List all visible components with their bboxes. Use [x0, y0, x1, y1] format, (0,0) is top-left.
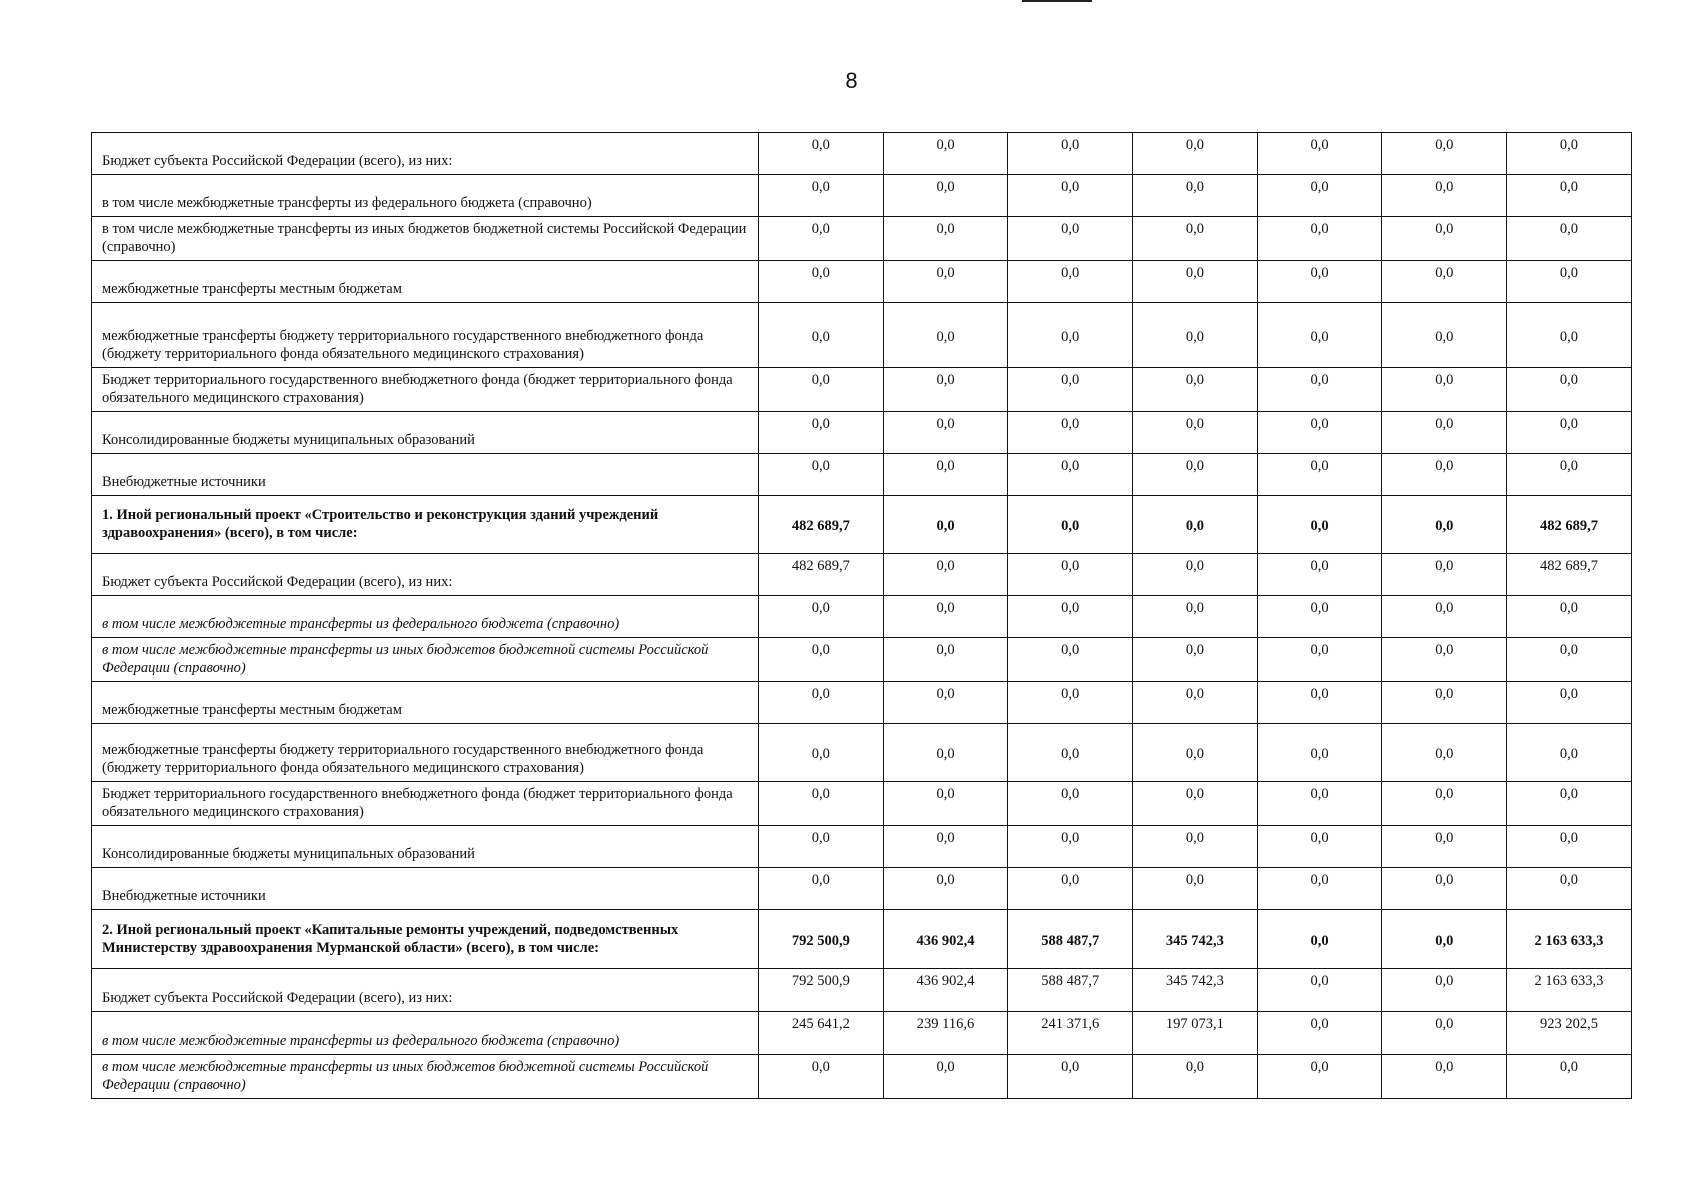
value-cell: 0,0	[883, 133, 1008, 175]
value-cell: 0,0	[1382, 303, 1507, 368]
value-cell: 0,0	[1257, 368, 1382, 412]
value-cell: 0,0	[1133, 175, 1258, 217]
value-cell: 0,0	[1257, 969, 1382, 1012]
value-cell: 0,0	[883, 175, 1008, 217]
row-label: 1. Иной региональный проект «Строительство и реконструкция зданий учреждений здравоохранения» (всего), в том числе:	[92, 496, 759, 554]
value-cell: 0,0	[1008, 682, 1133, 724]
value-cell: 0,0	[883, 724, 1008, 782]
table-row	[92, 496, 1632, 554]
value-cell: 239 116,6	[883, 1012, 1008, 1055]
value-cell: 0,0	[759, 368, 884, 412]
row-label: межбюджетные трансферты бюджету территориального государственного внебюджетного фонда (бюджету территориального фонда обязательного медицинского страхования)	[92, 303, 759, 368]
value-cell: 0,0	[1008, 826, 1133, 868]
value-cell: 0,0	[1257, 868, 1382, 910]
value-cell: 245 641,2	[759, 1012, 884, 1055]
value-cell: 0,0	[1382, 682, 1507, 724]
table-row	[92, 261, 1632, 303]
value-cell: 482 689,7	[1507, 496, 1632, 554]
value-cell: 0,0	[1257, 454, 1382, 496]
value-cell: 0,0	[759, 596, 884, 638]
value-cell: 0,0	[759, 1055, 884, 1099]
value-cell: 0,0	[759, 682, 884, 724]
table-row	[92, 910, 1632, 969]
value-cell: 0,0	[1133, 682, 1258, 724]
value-cell: 0,0	[1133, 554, 1258, 596]
row-label: Бюджет субъекта Российской Федерации (всего), из них:	[92, 554, 759, 596]
value-cell: 0,0	[1382, 217, 1507, 261]
value-cell: 0,0	[883, 261, 1008, 303]
value-cell: 241 371,6	[1008, 1012, 1133, 1055]
row-label: Бюджет территориального государственного внебюджетного фонда (бюджет территориального фонда обязательного медицинского страхования)	[92, 782, 759, 826]
value-cell: 0,0	[1257, 826, 1382, 868]
value-cell: 2 163 633,3	[1507, 969, 1632, 1012]
row-label: Бюджет субъекта Российской Федерации (всего), из них:	[92, 133, 759, 175]
value-cell: 588 487,7	[1008, 910, 1133, 969]
value-cell: 0,0	[759, 261, 884, 303]
value-cell: 0,0	[759, 303, 884, 368]
value-cell: 0,0	[1133, 826, 1258, 868]
table-row	[92, 412, 1632, 454]
row-label: в том числе межбюджетные трансферты из федерального бюджета (справочно)	[92, 596, 759, 638]
value-cell: 482 689,7	[1507, 554, 1632, 596]
value-cell: 0,0	[1507, 782, 1632, 826]
value-cell: 0,0	[1257, 175, 1382, 217]
value-cell: 0,0	[883, 412, 1008, 454]
value-cell: 0,0	[1507, 175, 1632, 217]
value-cell: 0,0	[1382, 826, 1507, 868]
value-cell: 0,0	[1257, 1055, 1382, 1099]
row-label: межбюджетные трансферты местным бюджетам	[92, 682, 759, 724]
budget-table	[91, 132, 1632, 1099]
value-cell: 0,0	[1507, 682, 1632, 724]
value-cell: 345 742,3	[1133, 969, 1258, 1012]
value-cell: 0,0	[1382, 596, 1507, 638]
value-cell: 0,0	[759, 217, 884, 261]
table-row	[92, 368, 1632, 412]
row-label: 2. Иной региональный проект «Капитальные ремонты учреждений, подведомственных Министерству здравоохранения Мурманской области» (всего), в том числе:	[92, 910, 759, 969]
value-cell: 0,0	[1008, 782, 1133, 826]
value-cell: 0,0	[1507, 1055, 1632, 1099]
value-cell: 0,0	[1382, 1012, 1507, 1055]
table-row	[92, 682, 1632, 724]
value-cell: 0,0	[759, 175, 884, 217]
value-cell: 0,0	[1507, 724, 1632, 782]
value-cell: 0,0	[1008, 217, 1133, 261]
table-row	[92, 217, 1632, 261]
value-cell: 0,0	[1008, 596, 1133, 638]
value-cell: 0,0	[1133, 261, 1258, 303]
value-cell: 0,0	[1257, 724, 1382, 782]
value-cell: 0,0	[1507, 217, 1632, 261]
value-cell: 0,0	[759, 724, 884, 782]
value-cell: 0,0	[1382, 261, 1507, 303]
value-cell: 0,0	[1133, 217, 1258, 261]
value-cell: 0,0	[1382, 638, 1507, 682]
value-cell: 0,0	[1382, 454, 1507, 496]
value-cell: 0,0	[1008, 368, 1133, 412]
table-row	[92, 303, 1632, 368]
value-cell: 0,0	[1133, 1055, 1258, 1099]
value-cell: 0,0	[1133, 303, 1258, 368]
value-cell: 0,0	[1382, 368, 1507, 412]
value-cell: 0,0	[883, 454, 1008, 496]
value-cell: 0,0	[883, 368, 1008, 412]
value-cell: 0,0	[883, 868, 1008, 910]
table-row	[92, 969, 1632, 1012]
value-cell: 0,0	[1008, 638, 1133, 682]
value-cell: 0,0	[1382, 910, 1507, 969]
value-cell: 0,0	[1133, 868, 1258, 910]
value-cell: 0,0	[1257, 596, 1382, 638]
value-cell: 0,0	[1257, 261, 1382, 303]
value-cell: 197 073,1	[1133, 1012, 1258, 1055]
row-label: Бюджет субъекта Российской Федерации (всего), из них:	[92, 969, 759, 1012]
value-cell: 0,0	[1507, 368, 1632, 412]
value-cell: 0,0	[1133, 412, 1258, 454]
row-label: в том числе межбюджетные трансферты из иных бюджетов бюджетной системы Российской Федерации (справочно)	[92, 1055, 759, 1099]
value-cell: 0,0	[883, 303, 1008, 368]
value-cell: 0,0	[1008, 175, 1133, 217]
value-cell: 0,0	[1257, 412, 1382, 454]
table-row	[92, 1055, 1632, 1099]
value-cell: 0,0	[1257, 1012, 1382, 1055]
table-row	[92, 826, 1632, 868]
row-label: межбюджетные трансферты местным бюджетам	[92, 261, 759, 303]
value-cell: 482 689,7	[759, 496, 884, 554]
value-cell: 0,0	[1008, 133, 1133, 175]
row-label: межбюджетные трансферты бюджету территориального государственного внебюджетного фонда (бюджету территориального фонда обязательного медицинского страхования)	[92, 724, 759, 782]
value-cell: 0,0	[883, 217, 1008, 261]
table-row	[92, 454, 1632, 496]
value-cell: 0,0	[1507, 412, 1632, 454]
value-cell: 0,0	[1507, 261, 1632, 303]
table-row	[92, 782, 1632, 826]
value-cell: 0,0	[1133, 596, 1258, 638]
value-cell: 0,0	[1008, 454, 1133, 496]
table-row	[92, 175, 1632, 217]
value-cell: 436 902,4	[883, 910, 1008, 969]
row-label: в том числе межбюджетные трансферты из федерального бюджета (справочно)	[92, 175, 759, 217]
row-label: Бюджет территориального государственного внебюджетного фонда (бюджет территориального фонда обязательного медицинского страхования)	[92, 368, 759, 412]
value-cell: 792 500,9	[759, 969, 884, 1012]
value-cell: 0,0	[883, 826, 1008, 868]
table-row	[92, 638, 1632, 682]
value-cell: 0,0	[1382, 724, 1507, 782]
value-cell: 0,0	[883, 496, 1008, 554]
row-label: в том числе межбюджетные трансферты из иных бюджетов бюджетной системы Российской Федерации (справочно)	[92, 217, 759, 261]
value-cell: 0,0	[1008, 554, 1133, 596]
value-cell: 0,0	[1008, 303, 1133, 368]
value-cell: 2 163 633,3	[1507, 910, 1632, 969]
value-cell: 0,0	[1507, 596, 1632, 638]
value-cell: 0,0	[759, 454, 884, 496]
row-label: Внебюджетные источники	[92, 454, 759, 496]
value-cell: 0,0	[883, 682, 1008, 724]
value-cell: 0,0	[1382, 969, 1507, 1012]
value-cell: 0,0	[1382, 1055, 1507, 1099]
value-cell: 482 689,7	[759, 554, 884, 596]
value-cell: 0,0	[1382, 868, 1507, 910]
value-cell: 792 500,9	[759, 910, 884, 969]
value-cell: 0,0	[759, 868, 884, 910]
value-cell: 0,0	[1257, 217, 1382, 261]
value-cell: 0,0	[1133, 368, 1258, 412]
value-cell: 0,0	[1257, 638, 1382, 682]
row-label: в том числе межбюджетные трансферты из иных бюджетов бюджетной системы Российской Федерации (справочно)	[92, 638, 759, 682]
value-cell: 0,0	[1507, 133, 1632, 175]
value-cell: 588 487,7	[1008, 969, 1133, 1012]
value-cell: 0,0	[1008, 412, 1133, 454]
value-cell: 0,0	[1382, 412, 1507, 454]
value-cell: 0,0	[759, 782, 884, 826]
value-cell: 436 902,4	[883, 969, 1008, 1012]
table-row	[92, 868, 1632, 910]
value-cell: 0,0	[1008, 496, 1133, 554]
value-cell: 0,0	[1507, 638, 1632, 682]
value-cell: 0,0	[1008, 724, 1133, 782]
value-cell: 0,0	[759, 133, 884, 175]
row-label: Внебюджетные источники	[92, 868, 759, 910]
table-row	[92, 554, 1632, 596]
value-cell: 0,0	[1133, 638, 1258, 682]
value-cell: 0,0	[759, 638, 884, 682]
top-edge-mark	[1022, 0, 1092, 2]
value-cell: 0,0	[1507, 868, 1632, 910]
row-label: Консолидированные бюджеты муниципальных образований	[92, 826, 759, 868]
value-cell: 0,0	[883, 554, 1008, 596]
value-cell: 0,0	[1257, 782, 1382, 826]
value-cell: 0,0	[1257, 910, 1382, 969]
value-cell: 0,0	[1382, 782, 1507, 826]
page-number: 8	[845, 68, 858, 93]
value-cell: 0,0	[1133, 496, 1258, 554]
value-cell: 0,0	[883, 782, 1008, 826]
value-cell: 0,0	[1382, 496, 1507, 554]
value-cell: 0,0	[1257, 303, 1382, 368]
value-cell: 0,0	[1133, 782, 1258, 826]
value-cell: 0,0	[1133, 454, 1258, 496]
value-cell: 0,0	[759, 412, 884, 454]
row-label: в том числе межбюджетные трансферты из федерального бюджета (справочно)	[92, 1012, 759, 1055]
value-cell: 0,0	[1008, 261, 1133, 303]
table-row	[92, 133, 1632, 175]
value-cell: 0,0	[759, 826, 884, 868]
value-cell: 345 742,3	[1133, 910, 1258, 969]
value-cell: 0,0	[1257, 682, 1382, 724]
table-row	[92, 596, 1632, 638]
value-cell: 0,0	[1507, 454, 1632, 496]
value-cell: 0,0	[1133, 133, 1258, 175]
value-cell: 0,0	[1257, 133, 1382, 175]
value-cell: 0,0	[1008, 1055, 1133, 1099]
value-cell: 0,0	[1382, 554, 1507, 596]
value-cell: 0,0	[1133, 724, 1258, 782]
value-cell: 0,0	[1507, 303, 1632, 368]
row-label: Консолидированные бюджеты муниципальных образований	[92, 412, 759, 454]
value-cell: 0,0	[883, 1055, 1008, 1099]
value-cell: 0,0	[883, 596, 1008, 638]
value-cell: 0,0	[883, 638, 1008, 682]
value-cell: 0,0	[1382, 175, 1507, 217]
value-cell: 0,0	[1257, 496, 1382, 554]
table-row	[92, 1012, 1632, 1055]
table-row	[92, 724, 1632, 782]
value-cell: 0,0	[1257, 554, 1382, 596]
value-cell: 0,0	[1008, 868, 1133, 910]
value-cell: 0,0	[1382, 133, 1507, 175]
value-cell: 923 202,5	[1507, 1012, 1632, 1055]
value-cell: 0,0	[1507, 826, 1632, 868]
